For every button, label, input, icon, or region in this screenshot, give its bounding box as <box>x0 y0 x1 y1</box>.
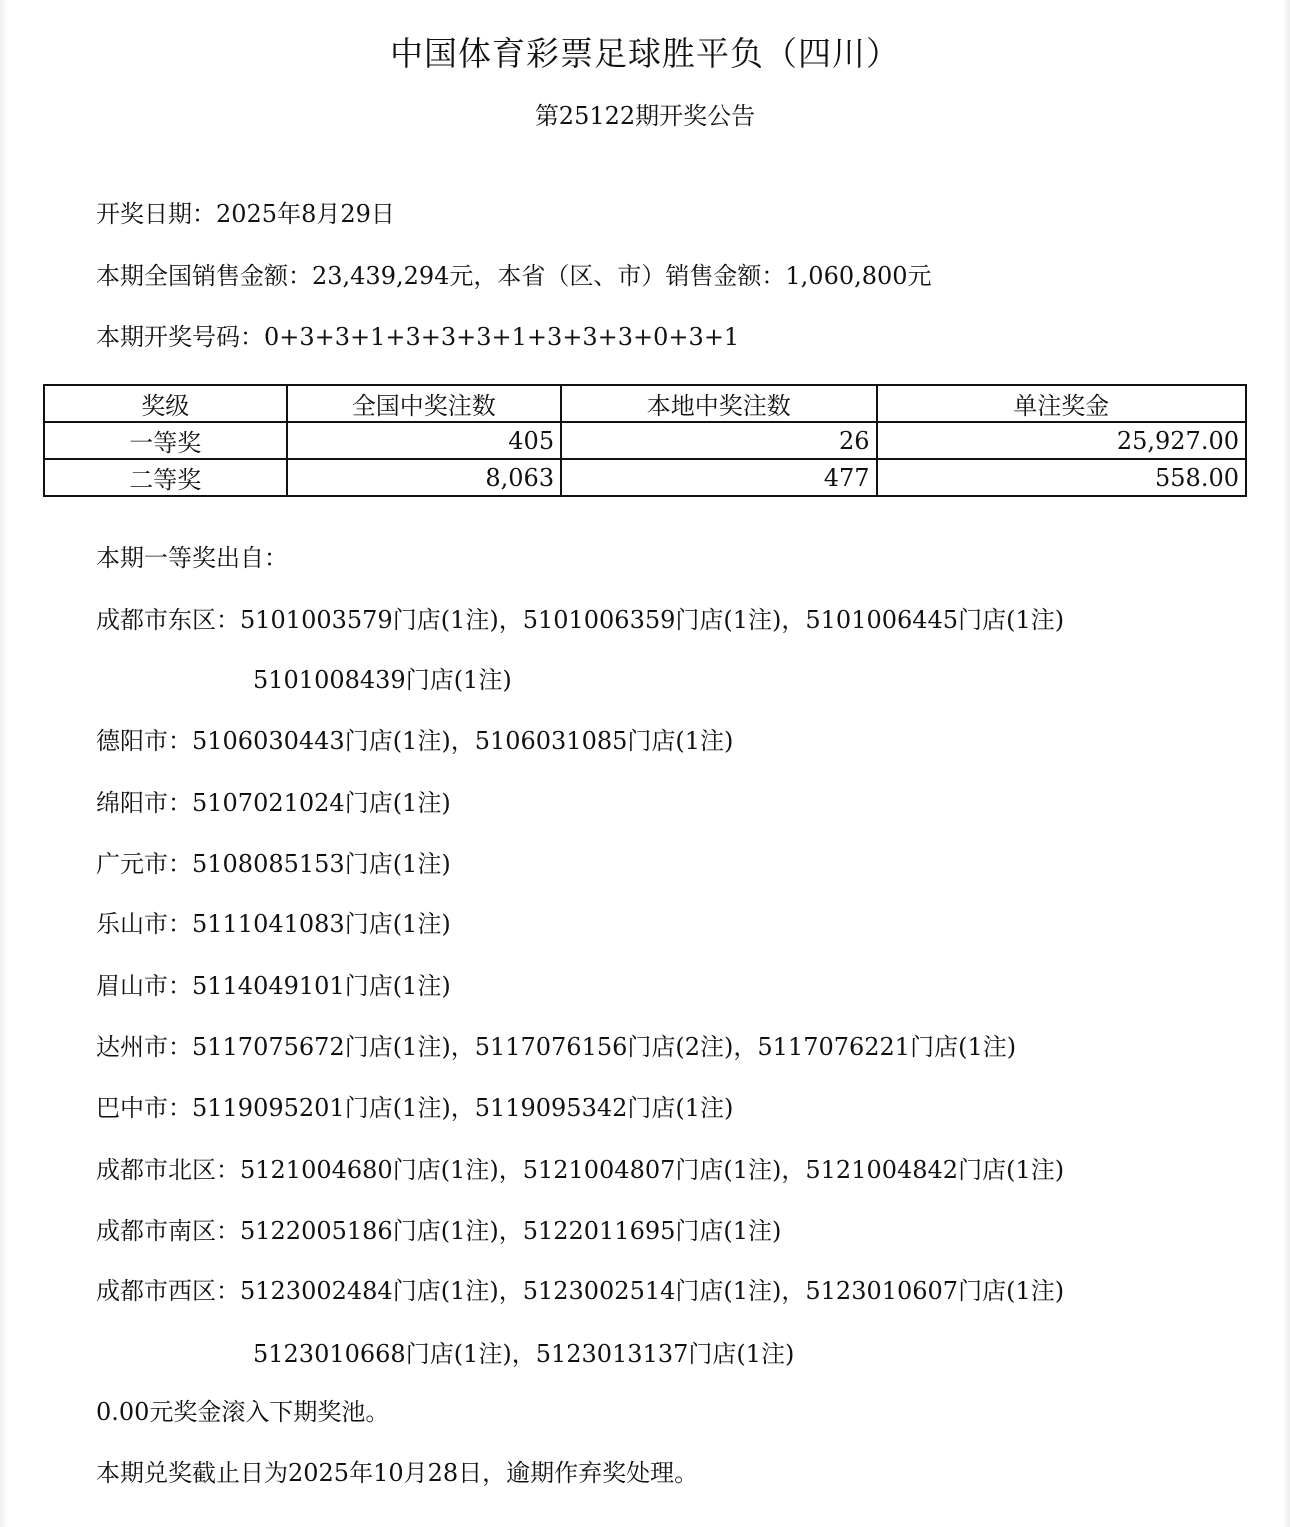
page-subtitle: 第25122期开奖公告 <box>534 102 756 130</box>
header-cell: 本地中奖注数 <box>561 385 876 422</box>
winner-line: 成都市西区：5123002484门店(1注)，5123002514门店(1注)，5123010607门店(1注) <box>96 1277 1065 1305</box>
page-edge-right <box>1282 0 1290 1527</box>
prize-table <box>43 384 1247 497</box>
winners-intro: 本期一等奖出自： <box>96 544 288 572</box>
winner-line: 巴中市：5119095201门店(1注)，5119095342门店(1注) <box>96 1094 734 1122</box>
winner-line: 5123010668门店(1注)，5123013137门店(1注) <box>253 1340 795 1368</box>
winner-line: 成都市东区：5101003579门店(1注)，5101006359门店(1注)，5101006445门店(1注) <box>96 606 1065 634</box>
table-header-row <box>44 385 1246 422</box>
rollover-note: 0.00元奖金滚入下期奖池。 <box>96 1398 390 1426</box>
winner-line: 达州市：5117075672门店(1注)，5117076156门店(2注)，5117076221门店(1注) <box>96 1033 1017 1061</box>
page-edge-left <box>0 0 8 1527</box>
winner-line: 绵阳市：5107021024门店(1注) <box>96 789 451 817</box>
local-count-cell: 26 <box>561 422 876 459</box>
winner-line: 广元市：5108085153门店(1注) <box>96 850 451 878</box>
national-count-cell: 8,063 <box>287 459 562 496</box>
header-cell: 奖级 <box>44 385 287 422</box>
winner-line: 乐山市：5111041083门店(1注) <box>96 910 451 938</box>
header-cell: 单注奖金 <box>877 385 1246 422</box>
prize-amount-cell: 25,927.00 <box>877 422 1246 459</box>
header-cell: 全国中奖注数 <box>287 385 562 422</box>
sales-amount: 本期全国销售金额：23,439,294元，本省（区、市）销售金额：1,060,800元 <box>96 262 932 290</box>
prize-amount-cell: 558.00 <box>877 459 1246 496</box>
claim-deadline-note: 本期兑奖截止日为2025年10月28日，逾期作弃奖处理。 <box>96 1459 699 1487</box>
winner-line: 德阳市：5106030443门店(1注)，5106031085门店(1注) <box>96 727 734 755</box>
draw-date: 开奖日期：2025年8月29日 <box>96 200 395 228</box>
national-count-cell: 405 <box>287 422 562 459</box>
winner-line: 5101008439门店(1注) <box>253 666 512 694</box>
winning-numbers: 本期开奖号码：0+3+3+1+3+3+3+1+3+3+3+0+3+1 <box>96 323 740 351</box>
prize-level-cell: 一等奖 <box>44 422 287 459</box>
winner-line: 成都市北区：5121004680门店(1注)，5121004807门店(1注)，5121004842门店(1注) <box>96 1156 1065 1184</box>
prize-level-cell: 二等奖 <box>44 459 287 496</box>
local-count-cell: 477 <box>561 459 876 496</box>
table-row <box>44 459 1246 496</box>
winner-line: 成都市南区：5122005186门店(1注)，5122011695门店(1注) <box>96 1217 782 1245</box>
page-title: 中国体育彩票足球胜平负（四川） <box>390 34 900 73</box>
winner-line: 眉山市：5114049101门店(1注) <box>96 972 451 1000</box>
table-row <box>44 422 1246 459</box>
